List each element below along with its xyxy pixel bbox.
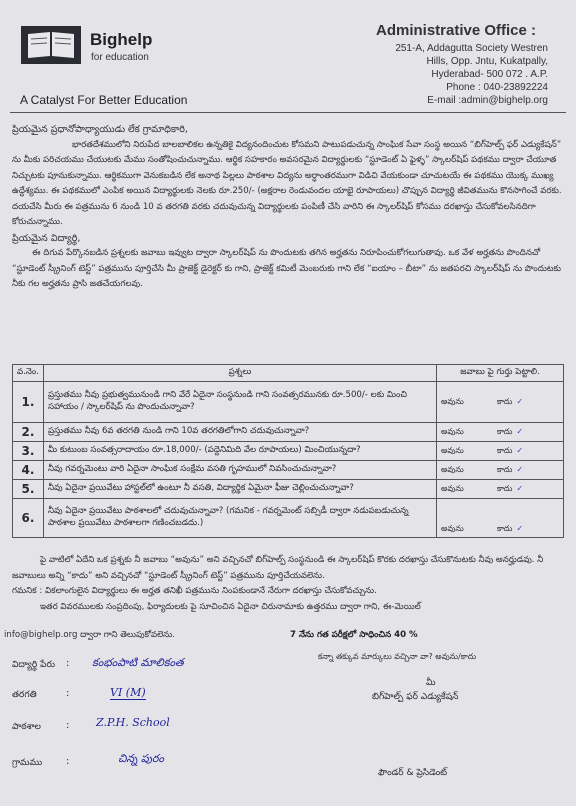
signoff-org: బిగ్‌హెల్ప్ ఫర్ ఎడ్యుకేషన్ [372,692,459,702]
row-number: 3. [13,442,44,461]
answer-no[interactable]: కాదు [497,483,513,493]
tagline: A Catalyst For Better Education [20,93,188,107]
check-mark: ✓ [516,396,524,406]
email-line: E-mail :admin@bighelp.org [427,95,548,106]
contact-note: ఇతర వివరములకు సంప్రదింపు, ఫిర్యాదులకు పై సూచించిన ఏదైనా చిరునామాకు ఉత్తరము ద్వారా గాని, ఈ-మెయిల్ [40,601,421,612]
colon-separator: : [66,658,70,669]
letter-body [12,122,564,293]
eligibility-table [12,364,564,538]
table-row [13,461,564,480]
answer-yes[interactable]: అవును [441,483,464,493]
handwritten-school: Z.P.H. School [96,716,170,729]
answer-yes[interactable]: అవును [441,464,464,474]
answer-no[interactable]: కాదు [497,524,513,533]
address-line: Hills, Opp. Jntu, Kukatpally, [426,56,548,67]
answer-no[interactable]: కాదు [497,426,513,436]
label-village: గ్రామము [12,758,43,768]
row-answer [437,480,564,499]
table-row [13,423,564,442]
row-number: 5. [13,480,44,499]
row-answer [437,382,564,423]
row-answer [437,499,564,538]
check-mark: ✓ [516,524,524,533]
row-question: ప్రస్తుతము నీవు ప్రభుత్వమునుండి గాని వేరే ఏదైనా సంస్థనుండి గాని సంవత్సరమునకు రూ.500/- లకు మించి సహాయం / స్కాలర్‌షిప్ ను పొందుచున్నావా? [44,382,437,423]
brand-name: Bighelp [90,30,153,49]
marks-question: కన్నా తక్కువ మార్కులు వచ్చినా వా? అవును/కాదు [318,652,477,661]
col-question: ప్రశ్నలు [44,365,437,382]
answer-no[interactable]: కాదు [497,445,513,455]
ineligibility-note: పై వాటిలో ఏదేని ఒక ప్రశ్నకు నీ జవాబు “అవును” అని వచ్చినచో బిగ్‌హెల్ప్ సంస్థనుండి ఈ స్కాలర్‌షిప్ కొరకు దరఖాస్తు చేసుకొనుటకు నీవు అనర్హుడవు. నీ జవాబులు అన్ని “కాదు” అని వచ్చినచో “స్టూడెంట్ స్క్రీనింగ్ టెస్ట్” పత్రమును పూర్తిచేయవలెను. [12,555,544,581]
header-divider [10,112,566,113]
row-question: నీవు ఏదైనా ప్రయివేటు హాస్టల్‌లో ఉంటూ నీ వసతి, విద్యార్థిక ఏమైనా ఫీజు చెల్లించుచున్నావా? [44,480,437,499]
row-number: 1. [13,382,44,423]
row-question: నీవు ఏదైనా ప్రయివేటు పాఠశాలలో చదువుచున్నావా? (గమనిక - గవర్నమెంట్ సబ్సిడీ ద్వారా నడుపబడుచున్న పాఠశాల ప్రయివేటు పాఠశాలగా గణించబడదు.) [44,499,437,538]
row-question: నీవు గవర్నమెంటు వారి ఏదైనా సాంఘిక సంక్షేమ వసతి గృహములో నివసించుచున్నావా? [44,461,437,480]
handwritten-village: చిన్న పురం [118,752,164,765]
label-class: తరగతి [12,690,37,700]
address-line: 251-A, Addagutta Society Westren [395,43,548,54]
office-address [318,42,548,107]
office-title: Administrative Office : [376,22,537,39]
row-number: 6. [13,499,44,538]
table-header [13,365,564,382]
phone-line: Phone : 040-23892224 [446,82,548,93]
bighelp-logo [20,22,82,68]
signoff-title: ఫౌండర్ & ప్రెసిడెంట్ [378,768,448,778]
intro-paragraph: భారతదేశములోని నిరుపేద బాలబాలికల ఉన్నతికై విద్యనందించుట కోసమని పాటుపడుచున్న సాంఘిక సేవా సంస్థ అయిన “బిగ్‌హెల్ప్ ఫర్ ఎడ్యుకేషన్” ను మీకు పరిచయము చేయుటకు మేము సంతోషించుచున్నాము. ఆర్థిక సహకారం అవసరమైన విద్యార్థులకు “స్టూడెంట్ ఏ ఫైళ్ళ” స్కాలర్‌షిప్ పథకము ద్వారా చేయూత నిచ్చుటకు పూనుకున్నాము. ఆర్థికముగా వెనుకబడిన లేక అనాథ పిల్లలు పాఠశాల విద్యను అర్ధాంతరముగా విడిచి వేయకుండా చూచుటయే ఈ పథకము యొక్క ముఖ్య ఉద్దేశ్యము. ఈ పథకములో ఎంపిక అయిన విద్యార్థులకు నెలకు రూ.250/- (అక్షరాల రెండువందల యాభై రూపాయలు) చొప్పున విద్యార్థి జీవితమును కొనసాగించే వరకు. దయచేసి మీరు ఈ పత్రమును 6 నుండి 10 వ తరగతి వరకు చదువుచున్న విద్యార్థులకు పంపిణీ చేసి వారిని ఈ స్కాలర్‌షిప్ కోసము దరఖాస్తు చేసుకోవలసినదిగా కోరుచున్నాము. [12,139,562,227]
salutation-headmaster: ప్రియమైన ప్రధానోపాధ్యాయుడు లేక గ్రామాధికారి, [12,124,188,135]
check-mark: ✓ [516,464,524,474]
table-row [13,480,564,499]
salutation-student: ప్రియమైన విద్యార్థి, [12,232,81,244]
colon-separator: : [66,688,70,699]
check-mark: ✓ [516,483,524,493]
address-line: Hyderabad- 500 072 . A.P. [431,69,548,80]
row-question: మీ కుటుంబ సంవత్సరాదాయం రూ.18,000/- (పద్దెనిమిది వేల రూపాయలు) మించియున్నదా? [44,442,437,461]
col-answer: జవాబు పై గుర్తు పెట్టాలి. [437,365,564,382]
brand-subtitle: for education [91,52,149,63]
check-mark: ✓ [516,445,524,455]
row-question: ప్రస్తుతము నీవు 6వ తరగతి నుండి గాని 10వ తరగతిలోగాని చదువుచున్నావా? [44,423,437,442]
col-number: వ.నెం. [13,365,44,382]
row-answer [437,442,564,461]
table-row [13,499,564,538]
answer-yes[interactable]: అవును [441,524,464,533]
handwritten-class: VI (M) [110,686,146,699]
colon-separator: : [66,756,70,767]
table-row [13,442,564,461]
row-answer [437,461,564,480]
row-number: 2. [13,423,44,442]
instruction-paragraph: ఈ దిగువ పేర్కొనబడిన ప్రశ్నలకు జవాబు ఇవ్వుట ద్వారా స్కాలర్‌షిప్ ను పొందుటకు తగిన అర్హతను నిరూపించుకోగలుగుతావు. ఒక వేళ అర్హతను పొందినచో “స్టూడెంట్ స్క్రీనింగ్ టెస్ట్” పత్రమును పూర్తిచేసి మీ ప్రాజెక్ట్ డైరెక్టర్ కు గాని, ప్రాజెక్ట్ కమిటీ మెంబరుకు గాని లేక “ఐయాం – బీటా” ను జతపరచి స్కాలర్‌షిప్ ను పొందుటకు నీకు గల అర్హతను ప్రాసి జతచేయగలవు. [12,248,561,289]
signoff-yours: మీ [426,678,436,688]
handwritten-name: కంభంపాటి మాలికంత [92,656,184,669]
colon-separator: : [66,720,70,731]
email-note: info@bighelp.org ద్వారా గాని తెలుపుకోవలెను. [4,630,175,640]
check-mark: ✓ [516,426,524,436]
footer-text [12,553,564,615]
row-answer [437,423,564,442]
answer-no[interactable]: కాదు [497,396,513,406]
answer-no[interactable]: కాదు [497,464,513,474]
label-school: పాఠశాల [12,722,41,732]
answer-yes[interactable]: అవును [441,426,464,436]
marks-statement: 7 నేను గత పరీక్షలో సాధించిన 40 % [290,630,418,640]
table-row [13,382,564,423]
label-student-name: విద్యార్థి పేరు [12,660,55,670]
answer-yes[interactable]: అవును [441,396,464,406]
answer-yes[interactable]: అవును [441,445,464,455]
row-number: 4. [13,461,44,480]
disability-note: గమనిక : వికలాంగులైన విద్యార్థులు ఈ అర్హత తనిఖీ పత్రమును నింపకుండానే నేరుగా దరఖాస్తు చేసుకోవచ్చును. [12,586,377,596]
